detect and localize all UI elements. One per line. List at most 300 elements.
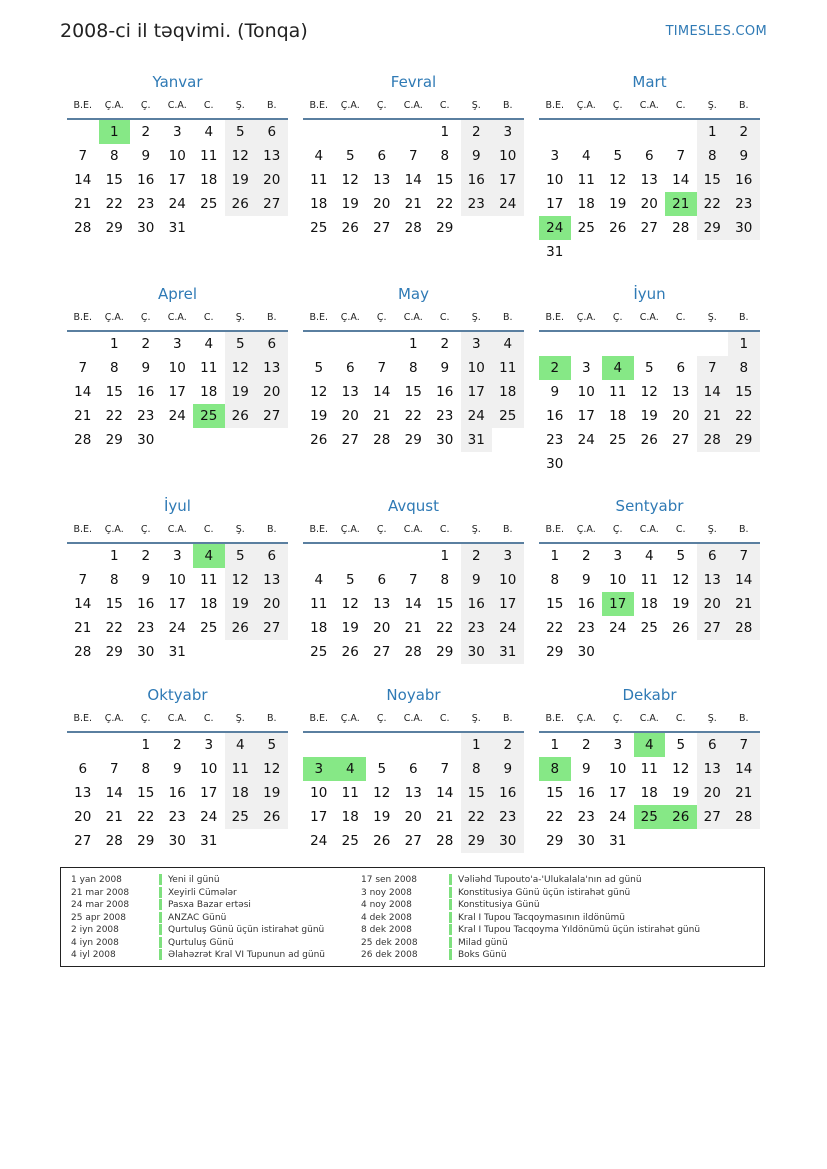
holiday-day-cell: 26 [665, 805, 697, 829]
day-cell: 3 [172, 548, 182, 564]
day-cell: 3 [581, 360, 591, 376]
day-cell: 28 [74, 432, 92, 448]
holiday-marker-icon [159, 937, 162, 948]
day-cell: 22 [728, 404, 760, 428]
day-cell: 14 [74, 384, 92, 400]
empty-cell [335, 733, 367, 757]
weekday-label: C.A. [639, 100, 659, 111]
weekday-header [539, 306, 760, 332]
day-cell: 14 [436, 785, 454, 801]
holiday-marker-icon [449, 912, 452, 923]
day-cell: 30 [137, 220, 155, 236]
weekday-header [539, 707, 760, 733]
day-cell: 1 [408, 336, 418, 352]
day-cell: 10 [492, 144, 524, 168]
day-cell: 23 [728, 192, 760, 216]
holiday-name: Pasxa Bazar ertəsi [168, 900, 251, 910]
weekday-header [303, 306, 524, 332]
weekday-label: C.A. [403, 312, 423, 323]
weekday-header [303, 94, 524, 120]
day-cell: 2 [461, 120, 493, 144]
day-cell: 10 [577, 384, 595, 400]
day-cell: 15 [436, 596, 454, 612]
day-cell: 20 [697, 592, 729, 616]
day-grid [303, 332, 524, 452]
day-cell: 11 [310, 596, 328, 612]
empty-cell [67, 332, 99, 356]
weekday-label: Ç. [140, 100, 151, 111]
empty-cell [335, 544, 367, 568]
day-cell: 20 [404, 809, 422, 825]
day-cell: 29 [105, 220, 123, 236]
day-cell: 11 [200, 572, 218, 588]
day-cell: 9 [581, 761, 591, 777]
holiday-marker-icon [449, 899, 452, 910]
day-cell: 28 [404, 220, 422, 236]
weekday-label: B. [266, 713, 277, 724]
day-cell: 1 [550, 737, 560, 753]
day-cell: 21 [404, 620, 422, 636]
weekday-label: Ç. [612, 524, 623, 535]
month-name: İyul [164, 497, 191, 515]
holiday-marker-icon [449, 887, 452, 898]
holiday-name: Kral I Tupou Tacqoyma Yıldönümü üçün istirahət günü [458, 925, 701, 935]
holiday-date: 1 yan 2008 [71, 875, 122, 885]
day-cell: 15 [697, 168, 729, 192]
empty-cell [303, 332, 335, 356]
day-cell: 16 [436, 384, 454, 400]
month-name: May [397, 285, 429, 303]
weekday-label: Ş. [235, 524, 245, 535]
day-cell: 13 [256, 144, 288, 168]
day-cell: 31 [461, 428, 493, 452]
day-cell: 23 [436, 408, 454, 424]
month-block [67, 683, 288, 853]
day-cell: 20 [640, 196, 658, 212]
day-cell: 17 [168, 172, 186, 188]
day-cell: 1 [109, 336, 119, 352]
day-cell: 4 [225, 733, 257, 757]
day-cell: 6 [256, 544, 288, 568]
day-cell: 23 [577, 809, 595, 825]
day-cell: 8 [109, 148, 119, 164]
day-cell: 13 [74, 785, 92, 801]
day-cell: 21 [697, 404, 729, 428]
day-cell: 18 [492, 380, 524, 404]
day-cell: 15 [436, 172, 454, 188]
day-cell: 7 [78, 572, 88, 588]
weekday-label: Ç.A. [340, 524, 360, 535]
day-cell: 16 [546, 408, 564, 424]
day-cell: 18 [225, 781, 257, 805]
holiday-entry [361, 912, 700, 925]
day-cell: 29 [404, 432, 422, 448]
weekday-label: B. [266, 312, 277, 323]
holiday-list [60, 867, 765, 967]
weekday-label: B. [738, 312, 749, 323]
weekday-label: B. [738, 524, 749, 535]
empty-cell [303, 120, 335, 144]
weekday-label: Ç. [140, 524, 151, 535]
day-cell: 29 [105, 432, 123, 448]
month-name: Sentyabr [615, 497, 684, 515]
day-cell: 10 [492, 568, 524, 592]
holiday-name: Konstitusiya Günü [458, 900, 540, 910]
day-cell: 12 [225, 356, 257, 380]
day-cell: 8 [109, 360, 119, 376]
month-block [67, 494, 288, 664]
weekday-label: C.A. [403, 713, 423, 724]
day-cell: 30 [728, 216, 760, 240]
day-cell: 5 [225, 332, 257, 356]
day-cell: 21 [728, 592, 760, 616]
empty-cell [303, 733, 335, 757]
holiday-name: Boks Günü [458, 950, 507, 960]
day-cell: 2 [440, 336, 450, 352]
holiday-entry [361, 924, 700, 937]
holiday-date: 8 dek 2008 [361, 925, 412, 935]
day-cell: 27 [697, 805, 729, 829]
day-cell: 22 [105, 408, 123, 424]
weekday-label: Ç. [140, 713, 151, 724]
day-cell: 15 [105, 172, 123, 188]
day-cell: 28 [74, 644, 92, 660]
weekday-label: Ç.A. [340, 713, 360, 724]
holiday-day-cell: 3 [303, 757, 335, 781]
day-cell: 27 [404, 833, 422, 849]
weekday-label: B. [738, 713, 749, 724]
weekday-header [67, 94, 288, 120]
weekday-label: C.A. [167, 524, 187, 535]
day-cell: 15 [546, 785, 564, 801]
weekday-label: Ş. [235, 713, 245, 724]
day-cell: 5 [345, 572, 355, 588]
day-cell: 8 [440, 148, 450, 164]
holiday-day-cell: 17 [602, 592, 634, 616]
day-cell: 28 [373, 432, 391, 448]
day-cell: 31 [609, 833, 627, 849]
brand-logo[interactable]: TIMESLES.COM [665, 24, 767, 39]
day-cell: 13 [640, 172, 658, 188]
day-cell: 12 [640, 384, 658, 400]
day-cell: 11 [640, 572, 658, 588]
day-cell: 12 [373, 785, 391, 801]
day-cell: 10 [310, 785, 328, 801]
day-cell: 2 [141, 548, 151, 564]
day-cell: 9 [172, 761, 182, 777]
weekday-label: Ç.A. [340, 100, 360, 111]
day-cell: 19 [341, 196, 359, 212]
day-cell: 22 [105, 620, 123, 636]
day-cell: 27 [256, 192, 288, 216]
day-cell: 30 [577, 644, 595, 660]
day-cell: 1 [728, 332, 760, 356]
weekday-label: B.E. [73, 312, 93, 323]
holiday-marker-icon [159, 924, 162, 935]
day-cell: 20 [256, 592, 288, 616]
holiday-day-cell: 1 [99, 120, 131, 144]
weekday-label: C. [439, 713, 450, 724]
day-cell: 15 [461, 781, 493, 805]
day-cell: 8 [440, 572, 450, 588]
day-cell: 12 [341, 172, 359, 188]
weekday-label: C. [203, 312, 214, 323]
day-cell: 5 [613, 148, 623, 164]
empty-cell [697, 332, 729, 356]
day-cell: 22 [461, 805, 493, 829]
holiday-date: 26 dek 2008 [361, 950, 418, 960]
day-cell: 14 [105, 785, 123, 801]
day-cell: 6 [377, 148, 387, 164]
weekday-label: C. [675, 100, 686, 111]
day-cell: 14 [672, 172, 690, 188]
day-cell: 10 [200, 761, 218, 777]
month-block [303, 70, 524, 240]
weekday-label: B. [738, 100, 749, 111]
day-cell: 22 [436, 620, 454, 636]
day-cell: 18 [609, 408, 627, 424]
day-cell: 10 [168, 360, 186, 376]
day-cell: 11 [577, 172, 595, 188]
holiday-marker-icon [159, 899, 162, 910]
weekday-label: B. [502, 312, 513, 323]
day-cell: 19 [640, 408, 658, 424]
weekday-label: C. [203, 100, 214, 111]
holiday-day-cell: 4 [634, 733, 666, 757]
empty-cell [398, 733, 430, 757]
day-cell: 20 [373, 196, 391, 212]
holiday-date: 4 noy 2008 [361, 900, 412, 910]
day-cell: 6 [644, 148, 654, 164]
holiday-date: 25 apr 2008 [71, 912, 127, 923]
day-cell: 3 [492, 544, 524, 568]
day-cell: 26 [341, 220, 359, 236]
day-cell: 9 [492, 757, 524, 781]
day-cell: 19 [310, 408, 328, 424]
day-cell: 29 [697, 216, 729, 240]
day-grid [303, 544, 524, 664]
day-grid [67, 332, 288, 452]
day-cell: 26 [225, 404, 257, 428]
holiday-entry [361, 937, 700, 950]
day-cell: 25 [225, 805, 257, 829]
day-cell: 18 [200, 172, 218, 188]
month-block [539, 70, 760, 264]
day-cell: 9 [550, 384, 560, 400]
holiday-marker-icon [159, 949, 162, 960]
empty-cell [67, 120, 99, 144]
day-cell: 5 [225, 120, 257, 144]
day-cell: 18 [640, 596, 658, 612]
weekday-header [67, 707, 288, 733]
weekday-label: Ş. [471, 312, 481, 323]
empty-cell [429, 733, 461, 757]
day-grid [539, 332, 760, 476]
day-cell: 23 [168, 809, 186, 825]
day-cell: 14 [728, 568, 760, 592]
day-cell: 27 [373, 644, 391, 660]
month-block [539, 683, 760, 853]
weekday-label: B.E. [545, 100, 565, 111]
day-cell: 27 [640, 220, 658, 236]
day-cell: 20 [672, 408, 690, 424]
day-cell: 25 [640, 620, 658, 636]
day-cell: 13 [256, 568, 288, 592]
day-cell: 26 [341, 644, 359, 660]
day-cell: 7 [78, 148, 88, 164]
day-cell: 8 [141, 761, 151, 777]
day-cell: 14 [404, 596, 422, 612]
holiday-entry [71, 937, 325, 950]
holiday-day-cell: 25 [634, 805, 666, 829]
day-grid [67, 733, 288, 853]
day-cell: 30 [577, 833, 595, 849]
holiday-name: ANZAC Günü [168, 912, 227, 923]
day-cell: 16 [461, 168, 493, 192]
day-cell: 21 [728, 781, 760, 805]
day-cell: 24 [310, 833, 328, 849]
day-cell: 11 [200, 148, 218, 164]
day-cell: 17 [577, 408, 595, 424]
day-cell: 22 [546, 809, 564, 825]
day-cell: 24 [492, 616, 524, 640]
day-cell: 27 [672, 432, 690, 448]
day-cell: 31 [168, 644, 186, 660]
weekday-label: Ş. [471, 524, 481, 535]
month-block [303, 683, 524, 853]
day-cell: 2 [141, 124, 151, 140]
holiday-entry [71, 887, 325, 900]
day-cell: 25 [492, 404, 524, 428]
empty-cell [99, 733, 131, 757]
day-cell: 24 [200, 809, 218, 825]
day-cell: 13 [697, 568, 729, 592]
day-cell: 5 [256, 733, 288, 757]
empty-cell [571, 120, 603, 144]
holiday-marker-icon [159, 912, 162, 923]
day-cell: 12 [672, 761, 690, 777]
empty-cell [366, 332, 398, 356]
day-cell: 16 [577, 596, 595, 612]
day-cell: 7 [440, 761, 450, 777]
day-cell: 7 [377, 360, 387, 376]
weekday-label: Ç. [612, 713, 623, 724]
empty-cell [398, 544, 430, 568]
day-cell: 22 [105, 196, 123, 212]
day-cell: 29 [105, 644, 123, 660]
holiday-name: Xeyirli Cümələr [168, 887, 237, 898]
weekday-label: Ç. [376, 312, 387, 323]
day-cell: 25 [577, 220, 595, 236]
day-cell: 18 [640, 785, 658, 801]
weekday-label: B.E. [73, 713, 93, 724]
empty-cell [634, 332, 666, 356]
day-cell: 3 [461, 332, 493, 356]
day-cell: 17 [461, 380, 493, 404]
day-cell: 3 [204, 737, 214, 753]
month-name: Noyabr [386, 686, 441, 704]
day-cell: 22 [436, 196, 454, 212]
day-cell: 30 [137, 432, 155, 448]
day-cell: 16 [137, 384, 155, 400]
day-cell: 23 [461, 616, 493, 640]
day-grid [303, 120, 524, 240]
weekday-label: B.E. [73, 100, 93, 111]
day-cell: 22 [546, 620, 564, 636]
day-cell: 30 [492, 829, 524, 853]
day-cell: 29 [546, 644, 564, 660]
day-cell: 13 [672, 384, 690, 400]
day-cell: 20 [256, 380, 288, 404]
day-cell: 12 [672, 572, 690, 588]
day-cell: 24 [168, 620, 186, 636]
day-grid [539, 120, 760, 264]
day-cell: 20 [256, 168, 288, 192]
day-cell: 16 [461, 592, 493, 616]
weekday-label: C. [675, 713, 686, 724]
weekday-header [539, 94, 760, 120]
day-cell: 19 [609, 196, 627, 212]
empty-cell [665, 332, 697, 356]
weekday-label: Ç.A. [340, 312, 360, 323]
day-cell: 29 [436, 644, 454, 660]
day-cell: 10 [609, 761, 627, 777]
day-cell: 28 [697, 428, 729, 452]
day-cell: 30 [461, 640, 493, 664]
day-cell: 19 [672, 785, 690, 801]
day-cell: 15 [105, 596, 123, 612]
day-cell: 15 [546, 596, 564, 612]
holiday-column-1 [71, 874, 325, 962]
weekday-label: Ş. [707, 100, 717, 111]
day-cell: 28 [74, 220, 92, 236]
day-cell: 28 [728, 805, 760, 829]
weekday-label: B.E. [545, 713, 565, 724]
empty-cell [602, 332, 634, 356]
day-cell: 10 [546, 172, 564, 188]
weekday-label: C.A. [167, 312, 187, 323]
day-cell: 1 [461, 733, 493, 757]
day-cell: 21 [74, 196, 92, 212]
month-block [539, 282, 760, 476]
weekday-label: B. [502, 713, 513, 724]
weekday-label: C.A. [639, 713, 659, 724]
weekday-label: C.A. [639, 524, 659, 535]
day-cell: 9 [581, 572, 591, 588]
empty-cell [602, 120, 634, 144]
day-cell: 2 [581, 548, 591, 564]
holiday-day-cell: 4 [335, 757, 367, 781]
day-cell: 7 [728, 544, 760, 568]
day-cell: 5 [676, 548, 686, 564]
day-cell: 13 [256, 356, 288, 380]
day-cell: 23 [137, 196, 155, 212]
day-cell: 17 [168, 384, 186, 400]
weekday-label: Ç. [612, 312, 623, 323]
empty-cell [335, 120, 367, 144]
day-cell: 20 [74, 809, 92, 825]
day-cell: 26 [609, 220, 627, 236]
day-cell: 4 [204, 336, 214, 352]
day-cell: 4 [314, 572, 324, 588]
day-cell: 4 [644, 548, 654, 564]
holiday-day-cell: 25 [193, 404, 225, 428]
day-cell: 16 [577, 785, 595, 801]
weekday-label: B.E. [73, 524, 93, 535]
holiday-date: 4 iyl 2008 [71, 950, 116, 960]
holiday-entry [361, 874, 700, 887]
month-block [539, 494, 760, 664]
